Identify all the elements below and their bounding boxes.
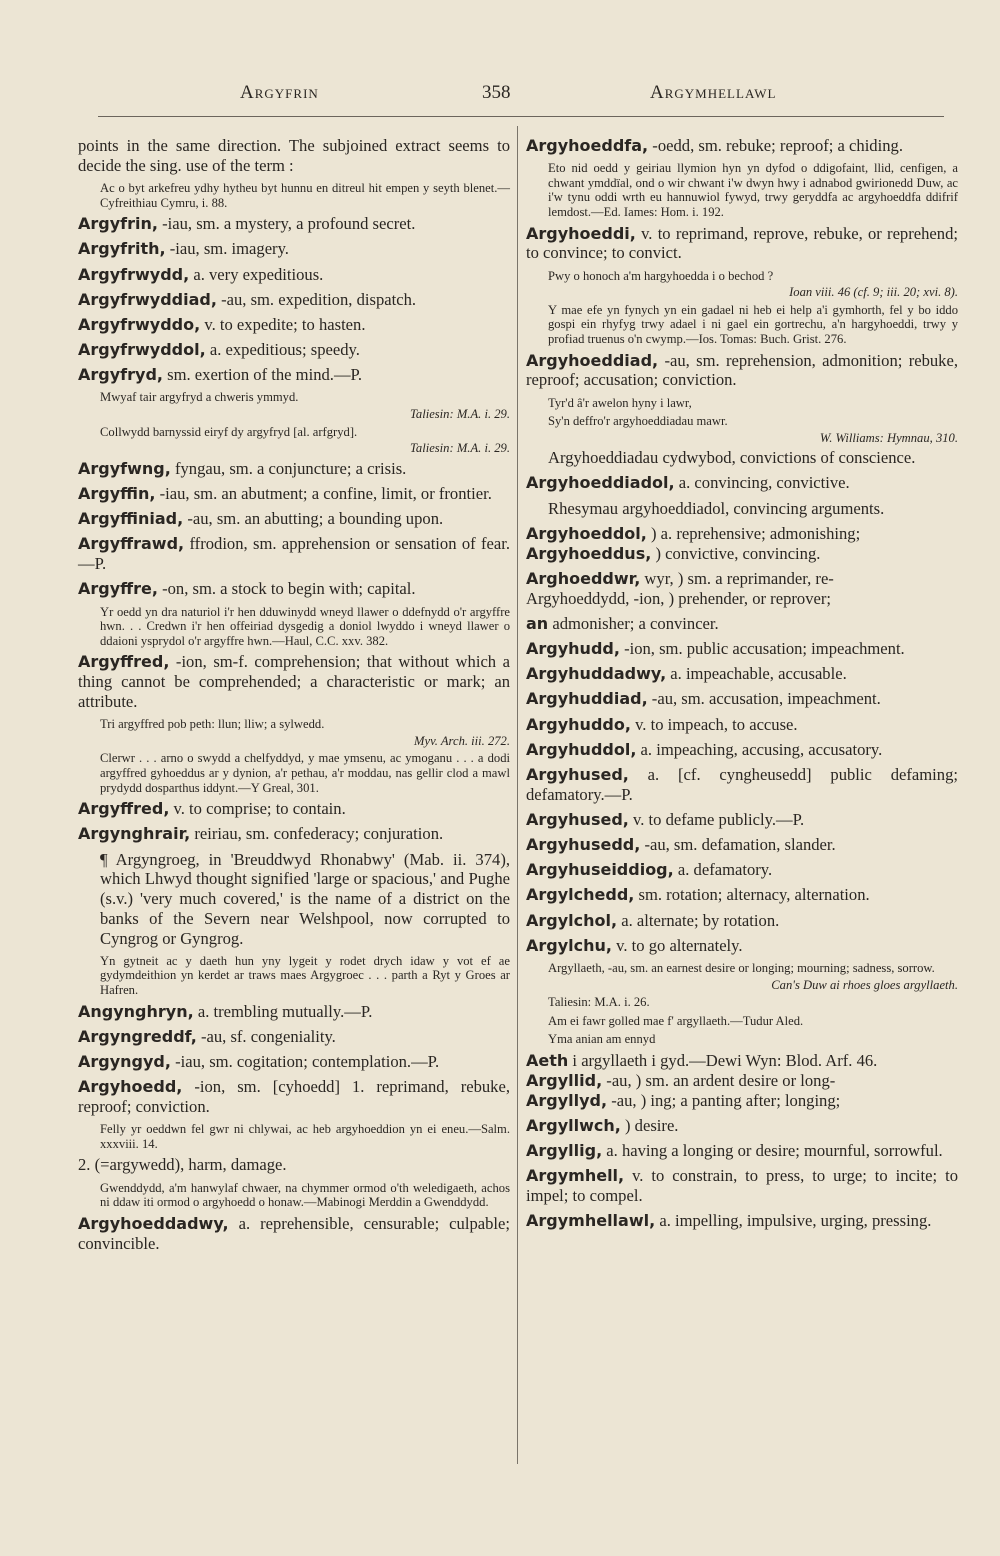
headword: Argyffin,	[78, 484, 156, 504]
citation-reference: Taliesin: M.A. i. 29.	[410, 407, 510, 422]
dictionary-entry: an admonisher; a convincer.	[526, 613, 719, 633]
dictionary-entry: Argyhuddiad, -au, sm. accusation, impeachment.	[526, 689, 881, 709]
headword: Argyhoeddol,	[526, 523, 647, 543]
entry-text: 2. (=argywedd), harm, damage.	[78, 1155, 287, 1175]
headword: Argyhoeddiad,	[526, 350, 659, 370]
headword: Argylchol,	[526, 910, 618, 930]
citation-reference: Taliesin: M.A. i. 29.	[410, 441, 510, 456]
dictionary-entry: Argyhusedd, -au, sm. defamation, slander.	[526, 835, 836, 855]
dictionary-entry: Argyhoeddadwy, a. reprehensible, censurable; culpable; convincible.	[78, 1213, 510, 1253]
dictionary-entry: Argyffin, -iau, sm. an abutment; a confine, limit, or frontier.	[78, 484, 492, 504]
quotation: Gwenddydd, a'm hanwylaf chwaer, na chymmer ormod o'th weledigaeth, achos ni ddaw iti ormod o argyhoedd o honaw.—Mabinogi Merddin a Gwenddydd.	[100, 1180, 510, 1210]
headword: Angynghryn,	[78, 1001, 194, 1021]
citation-reference: W. Williams: Hymnau, 310.	[819, 430, 958, 445]
headword: Argyngreddf,	[78, 1026, 197, 1046]
quotation: Collwydd barnyssid eiryf dy argyfryd [al. arfgryd].	[100, 424, 358, 439]
quotation: Tri argyffred pob peth: llun; lliw; a sylwedd.	[100, 717, 325, 732]
entry-text: ¶ Argyngroeg, in 'Breuddwyd Rhonabwy' (Mab. ii. 374), which Lhwyd thought signified 'large or spacious,' and Pughe (s.v.) 'very much covered,' is the name of a district on the banks of the Severn near Welshpool, now corrupted to Cyngrog or Gyngrog.	[100, 849, 510, 948]
dictionary-entry: Argyhoeddfa, -oedd, sm. rebuke; reproof; a chiding.	[526, 136, 903, 155]
dictionary-entry: Argyhudd, -ion, sm. public accusation; impeachment.	[526, 639, 905, 658]
dictionary-entry: Argyhoeddi, v. to reprimand, reprove, rebuke, or reprehend; to convince; to convict.	[526, 223, 958, 263]
dictionary-entry: Argyhoeddiadol, a. convincing, convictive.	[526, 473, 850, 493]
headword: Argyhoeddadwy,	[78, 1213, 229, 1233]
citation-reference: Can's Duw ai rhoes gloes argyllaeth.	[771, 977, 958, 992]
quotation: Yn gytneit ac y daeth hun yny lygeit y rodet drych idaw y vot ef ae gydymdeithion yn kerdet ar traws maes Argygroec . . . parth a Ryt y Groes ar Hafren.	[100, 953, 510, 998]
headword: Argyffred,	[78, 652, 170, 672]
quotation: Am ei fawr golled mae f' argyllaeth.—Tudur Aled.	[548, 1013, 804, 1028]
headword: Argyhuseiddiog,	[526, 860, 674, 880]
dictionary-entry: Argymhell, v. to constrain, to press, to urge; to incite; to impel; to compel.	[526, 1166, 958, 1205]
dictionary-entry: Argylchol, a. alternate; by rotation.	[526, 910, 780, 930]
headword: Argyllig,	[526, 1140, 603, 1160]
dictionary-entry: Argyngyd, -iau, sm. cogitation; contemplation.—P.	[78, 1052, 440, 1072]
headword: Argyfrith,	[78, 239, 166, 259]
quotation: Y mae efe yn fynych yn ein gadael ni heb ei help a'i gymhorth, fel y bo iddo gospi ein rhyfyg trwy adael i ni gael ein gortrechu, a'n hargyhoeddi, trwy y profiad truenus o'n cwymp.—Ios. Tomas: Buch. Grist. 276.	[548, 302, 958, 346]
quotation: Pwy o honoch a'm hargyhoedda i o bechod ?	[548, 268, 774, 283]
dictionary-entry: Argyffre, -on, sm. a stock to begin with; capital.	[78, 579, 416, 599]
dictionary-entry: Argyllid, -au, ) sm. an ardent desire or long-	[526, 1070, 836, 1090]
dictionary-entry: Argyhoedd, -ion, sm. [cyhoedd] 1. reprimand, rebuke, reproof; conviction.	[78, 1077, 510, 1117]
headword: Argyhusedd,	[526, 835, 641, 855]
dictionary-entry: Argyffrawd, ffrodion, sm. apprehension or sensation of fear.—P.	[78, 534, 510, 574]
dictionary-entry: Argyfrwyddo, v. to expedite; to hasten.	[78, 314, 366, 334]
headword: Argylchedd,	[526, 885, 635, 905]
dictionary-entry: Argyllwch, ) desire.	[526, 1115, 679, 1135]
right-column	[526, 136, 958, 1236]
headword: Argynghrair,	[78, 824, 191, 844]
headword: Argymhell,	[526, 1166, 625, 1186]
dictionary-entry: Argyfryd, sm. exertion of the mind.—P.	[78, 365, 363, 385]
dictionary-entry: Argyhoeddus, ) convictive, convincing.	[526, 543, 821, 563]
headword: Argyfryd,	[78, 365, 163, 385]
headword: Argyhused,	[526, 809, 629, 829]
headword: Argyhoeddiadol,	[526, 473, 675, 493]
headword: Argyfrwyddo,	[78, 314, 201, 334]
dictionary-entry: Arghoeddwr, wyr, ) sm. a reprimander, re-	[526, 568, 834, 588]
headword: Argyllid,	[526, 1070, 603, 1090]
headword: Argyfrwyddiad,	[78, 289, 217, 309]
headword: Argyhudd,	[526, 639, 620, 658]
headword: Argyfrwyddol,	[78, 340, 206, 360]
quotation: Mwyaf tair argyfryd a chweris ymmyd.	[100, 390, 299, 405]
page-number: 358	[482, 82, 511, 103]
entry-text: Argyhoeddiadau cydwybod, convictions of conscience.	[548, 448, 916, 468]
dictionary-entry: Argyhuddo, v. to impeach, to accuse.	[526, 714, 798, 734]
quotation: Clerwr . . . arno o swydd a chelfyddyd, y mae ymsenu, ac ymoganu . . . a dodi argyffred gyhoeddus ar y dynion, a'r pethau, a'r moddau, nas gellir clod a mawl prydydd dosparthus iddynt.—Y Greal, 301.	[100, 751, 510, 795]
quotation: Tyr'd â'r awelon hyny i lawr,	[548, 395, 692, 410]
quotation: Sy'n deffro'r argyhoeddiadau mawr.	[548, 414, 728, 429]
headword: an	[526, 613, 549, 633]
headword: Argyhuddol,	[526, 739, 637, 759]
dictionary-entry: Argyfrwyddol, a. expeditious; speedy.	[78, 340, 360, 360]
headword: Argyhuddadwy,	[526, 664, 667, 684]
dictionary-entry: Argyllyd, -au, ) ing; a panting after; longing;	[526, 1090, 841, 1110]
dictionary-entry: Argynghrair, reiriau, sm. confederacy; conjuration.	[78, 824, 444, 844]
headword: Arghoeddwr,	[526, 568, 641, 588]
headword: Argyhuddiad,	[526, 689, 648, 709]
dictionary-entry: Argyhuddadwy, a. impeachable, accusable.	[526, 664, 847, 684]
dictionary-entry: Argyfrin, -iau, sm. a mystery, a profound secret.	[78, 214, 416, 234]
headword: Argyngyd,	[78, 1052, 171, 1072]
dictionary-entry: Argyfrith, -iau, sm. imagery.	[78, 239, 289, 259]
dictionary-entry: Argyhuddol, a. impeaching, accusing, accusatory.	[526, 739, 883, 759]
dictionary-entry: Argymhellawl, a. impelling, impulsive, urging, pressing.	[526, 1211, 932, 1231]
dictionary-entry: Angynghryn, a. trembling mutually.—P.	[78, 1001, 373, 1021]
headword: Argyffred,	[78, 799, 170, 819]
headword: Argyhoeddus,	[526, 543, 652, 563]
headword: Argyllyd,	[526, 1090, 608, 1110]
quotation: Yma anian am ennyd	[548, 1032, 656, 1047]
citation-reference: Myv. Arch. iii. 272.	[414, 733, 510, 748]
dictionary-entry: Argyffred, -ion, sm-f. comprehension; that without which a thing cannot be comprehended; a characteristic or mark; an attribute.	[78, 652, 510, 711]
headword: Argyhoeddi,	[526, 223, 636, 243]
entry-text: Argyhoeddydd, -ion, ) prehender, or reprover;	[526, 588, 831, 608]
quotation: Taliesin: M.A. i. 26.	[548, 995, 650, 1010]
dictionary-entry: Aeth i argyllaeth i gyd.—Dewi Wyn: Blod. Arf. 46.	[526, 1051, 878, 1071]
column-divider	[517, 126, 518, 1464]
dictionary-entry: Argyngreddf, -au, sf. congeniality.	[78, 1026, 336, 1046]
quotation: Felly yr oeddwn fel gwr ni chlywai, ac heb argyhoeddion yn ei eneu.—Salm. xxxviii. 14.	[100, 1122, 510, 1151]
headword: Argylchu,	[526, 935, 612, 955]
dictionary-entry: Argylchu, v. to go alternately.	[526, 935, 743, 955]
headword: Argyhoedd,	[78, 1077, 183, 1097]
header-rule	[98, 116, 944, 117]
headword: Argyhuddo,	[526, 714, 631, 734]
dictionary-entry: Argyhoeddiad, -au, sm. reprehension, admonition; rebuke, reproof; accusation; conviction.	[526, 350, 958, 390]
dictionary-entry: Argyffred, v. to comprise; to contain.	[78, 799, 346, 819]
headword: Argyffiniad,	[78, 509, 184, 529]
quotation: Eto nid oedd y geiriau llymion hyn yn dyfod o ddigofaint, llid, cenfigen, a chwant ymddïal, ond o wir chwant i'w dwyn hwy i adnabod gwirionedd Duw, ac i'w tynu oddi wrth eu hannuwiol fywyd, trwy geryddfa ac argyhoeddfa ddifrif lemdost.—Ed. Iames: Hom. i. 192.	[548, 161, 958, 219]
entry-text: Rhesymau argyhoeddiadol, convincing arguments.	[548, 498, 885, 518]
citation-reference: Ioan viii. 46 (cf. 9; iii. 20; xvi. 8).	[789, 285, 958, 300]
dictionary-entry: Argyfrwydd, a. very expeditious.	[78, 264, 324, 284]
headword: Argymhellawl,	[526, 1211, 656, 1231]
headword: Argyffrawd,	[78, 534, 185, 554]
headword: Argyhoeddfa,	[526, 136, 649, 155]
dictionary-entry: Argyllig, a. having a longing or desire; mournful, sorrowful.	[526, 1140, 943, 1160]
dictionary-entry: Argyhuseiddiog, a. defamatory.	[526, 860, 773, 880]
headword: Argyllwch,	[526, 1115, 621, 1135]
quotation: Yr oedd yn dra naturiol i'r hen dduwinydd wneyd llawer o ddefnydd o'r argyffre hwn. . . Credwn i'r hen offeiriad dysgedig a doniol lwyddo i wneyd llawer o ddaioni ysprydol o'r argyffre hwn.—Haul, C.C. xxv. 382.	[100, 604, 510, 648]
dictionary-entry: Argyhused, v. to defame publicly.—P.	[526, 809, 805, 829]
headword: Argyffre,	[78, 579, 158, 599]
entry-text: points in the same direction. The subjoined extract seems to decide the sing. use of the term :	[78, 136, 510, 175]
headword: Argyfrwydd,	[78, 264, 190, 284]
dictionary-entry: Argyfrwyddiad, -au, sm. expedition, dispatch.	[78, 289, 417, 309]
running-head-left: Argyfrin	[240, 82, 319, 103]
headword: Argyfrin,	[78, 214, 158, 234]
headword: Argyhused,	[526, 764, 629, 784]
dictionary-entry: Argyfwng, fyngau, sm. a conjuncture; a crisis.	[78, 458, 407, 478]
dictionary-entry: Argyffiniad, -au, sm. an abutting; a bounding upon.	[78, 509, 444, 529]
headword: Aeth	[526, 1051, 569, 1071]
quotation: Ac o byt arkefreu ydhy hytheu byt hunnu en ditreul hit empen y seyth blenet.—Cyfreithiau Cymru, i. 88.	[100, 180, 510, 210]
dictionary-entry: Argylchedd, sm. rotation; alternacy, alternation.	[526, 885, 870, 905]
headword: Argyfwng,	[78, 458, 171, 478]
running-head-right: Argymhellawl	[650, 82, 777, 103]
dictionary-entry: Argyhoeddol, ) a. reprehensive; admonishing;	[526, 523, 861, 543]
dictionary-entry: Argyhused, a. [cf. cyngheusedd] public defaming; defamatory.—P.	[526, 764, 958, 804]
left-column	[78, 136, 510, 1259]
quotation: Argyllaeth, -au, sm. an earnest desire or longing; mourning; sadness, sorrow.	[548, 961, 935, 976]
